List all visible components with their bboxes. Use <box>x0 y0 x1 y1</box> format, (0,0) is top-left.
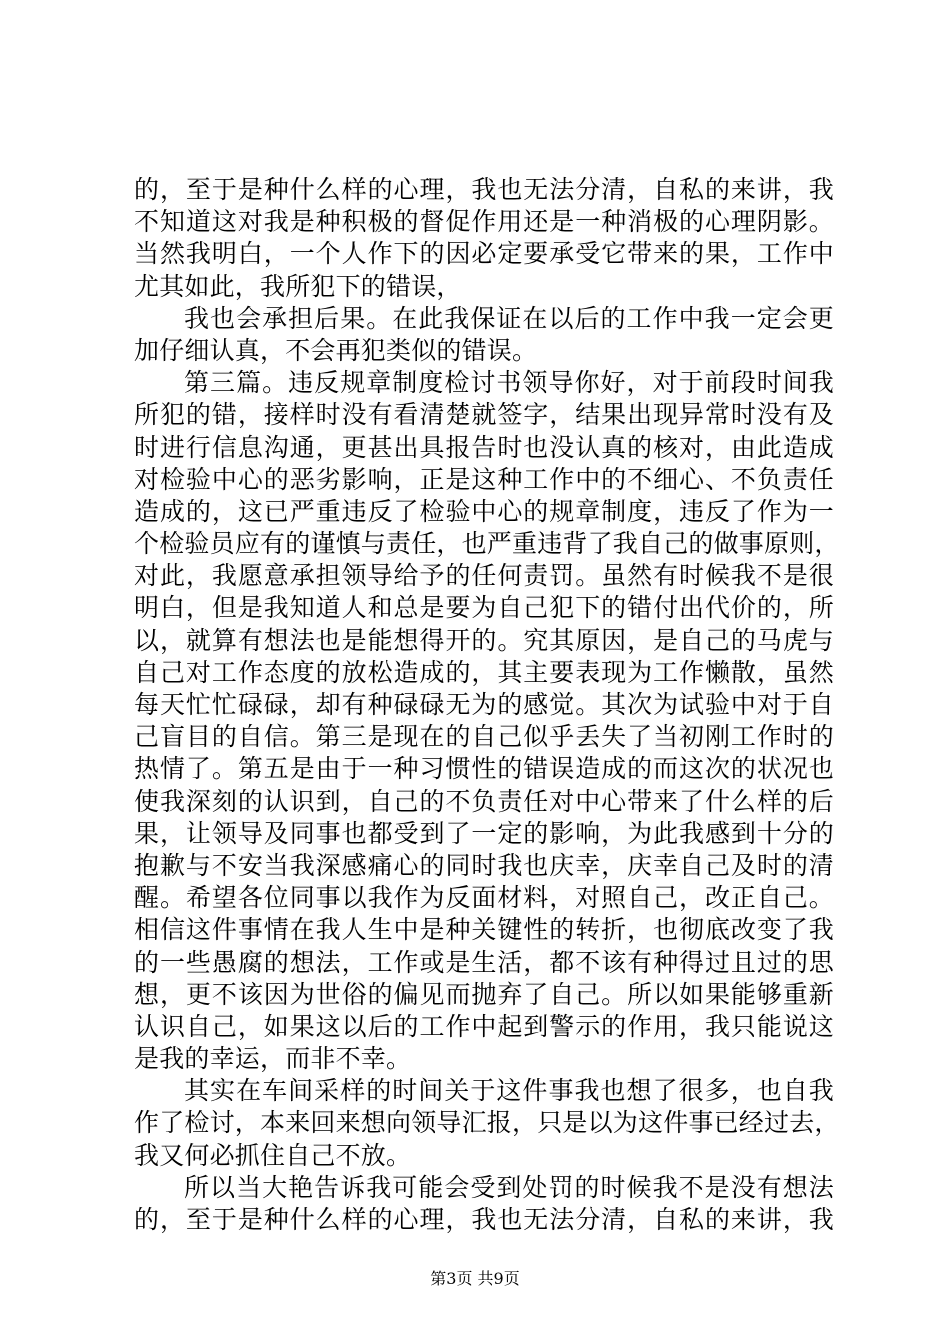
text-line: 认识自己，如果这以后的工作中起到警示的作用，我只能说这 <box>134 1011 834 1041</box>
text-line: 的，至于是种什么样的心理，我也无法分清，自私的来讲，我 <box>134 175 834 204</box>
text-line: 作了检讨，本来回来想向领导汇报，只是以为这件事已经过去， <box>134 1108 840 1138</box>
text-line: 时进行信息沟通，更甚出具报告时也没认真的核对，由此造成 <box>134 432 834 462</box>
text-line: 所以当大艳告诉我可能会受到处罚的时候我不是没有想法 <box>184 1172 834 1202</box>
page-footer: 第3页 共9页 <box>430 1269 520 1288</box>
text-line: 加仔细认真，不会再犯类似的错误。 <box>134 335 538 365</box>
text-line: 造成的，这已严重违反了检验中心的规章制度，违反了作为一 <box>134 496 834 526</box>
text-line: 所犯的错，接样时没有看清楚就签字，结果出现异常时没有及 <box>134 400 834 430</box>
text-line: 每天忙忙碌碌，却有种碌碌无为的感觉。其次为试验中对于自 <box>134 690 834 719</box>
text-line: 不知道这对我是种积极的督促作用还是一种消极的心理阴影。 <box>134 207 834 237</box>
text-line: 当然我明白，一个人作下的因必定要承受它带来的果，工作中 <box>134 239 834 269</box>
text-line: 第三篇。违反规章制度检讨书领导你好，对于前段时间我 <box>184 368 834 398</box>
text-line: 自己对工作态度的放松造成的，其主要表现为工作懒散，虽然 <box>134 657 834 687</box>
text-line: 热情了。第五是由于一种习惯性的错误造成的而这次的状况也 <box>134 754 834 784</box>
text-line: 我又何必抓住自己不放。 <box>134 1140 412 1170</box>
text-line: 使我深刻的认识到，自己的不负责任对中心带来了什么样的后 <box>134 786 834 816</box>
text-line: 明白，但是我知道人和总是要为自己犯下的错付出代价的，所 <box>134 593 834 623</box>
text-line: 醒。希望各位同事以我作为反面材料，对照自己，改正自己。 <box>134 883 834 913</box>
text-line: 个检验员应有的谨慎与责任，也严重违背了我自己的做事原则， <box>134 529 840 559</box>
text-line: 的，至于是种什么样的心理，我也无法分清，自私的来讲，我 <box>134 1205 834 1234</box>
text-line: 对检验中心的恶劣影响，正是这种工作中的不细心、不负责任 <box>134 464 834 494</box>
text-line: 其实在车间采样的时间关于这件事我也想了很多，也自我 <box>184 1076 834 1106</box>
text-line: 对此，我愿意承担领导给予的任何责罚。虽然有时候我不是很 <box>134 561 834 591</box>
text-line: 是我的幸运，而非不幸。 <box>134 1044 412 1074</box>
text-line: 我也会承担后果。在此我保证在以后的工作中我一定会更 <box>184 303 834 333</box>
text-line: 尤其如此，我所犯下的错误， <box>134 271 462 301</box>
text-line: 的一些愚腐的想法，工作或是生活，都不该有种得过且过的思 <box>134 947 834 977</box>
text-line: 己盲目的自信。第三是现在的自己似乎丢失了当初刚工作时的 <box>134 722 834 752</box>
body-text <box>134 174 840 1236</box>
text-line: 想，更不该因为世俗的偏见而抛弃了自己。所以如果能够重新 <box>134 979 834 1009</box>
text-line: 相信这件事情在我人生中是种关键性的转折，也彻底改变了我 <box>134 915 834 945</box>
text-line: 果，让领导及同事也都受到了一定的影响，为此我感到十分的 <box>134 818 834 848</box>
text-line: 以，就算有想法也是能想得开的。究其原因，是自己的马虎与 <box>134 625 834 655</box>
text-line: 抱歉与不安当我深感痛心的同时我也庆幸，庆幸自己及时的清 <box>134 850 834 880</box>
